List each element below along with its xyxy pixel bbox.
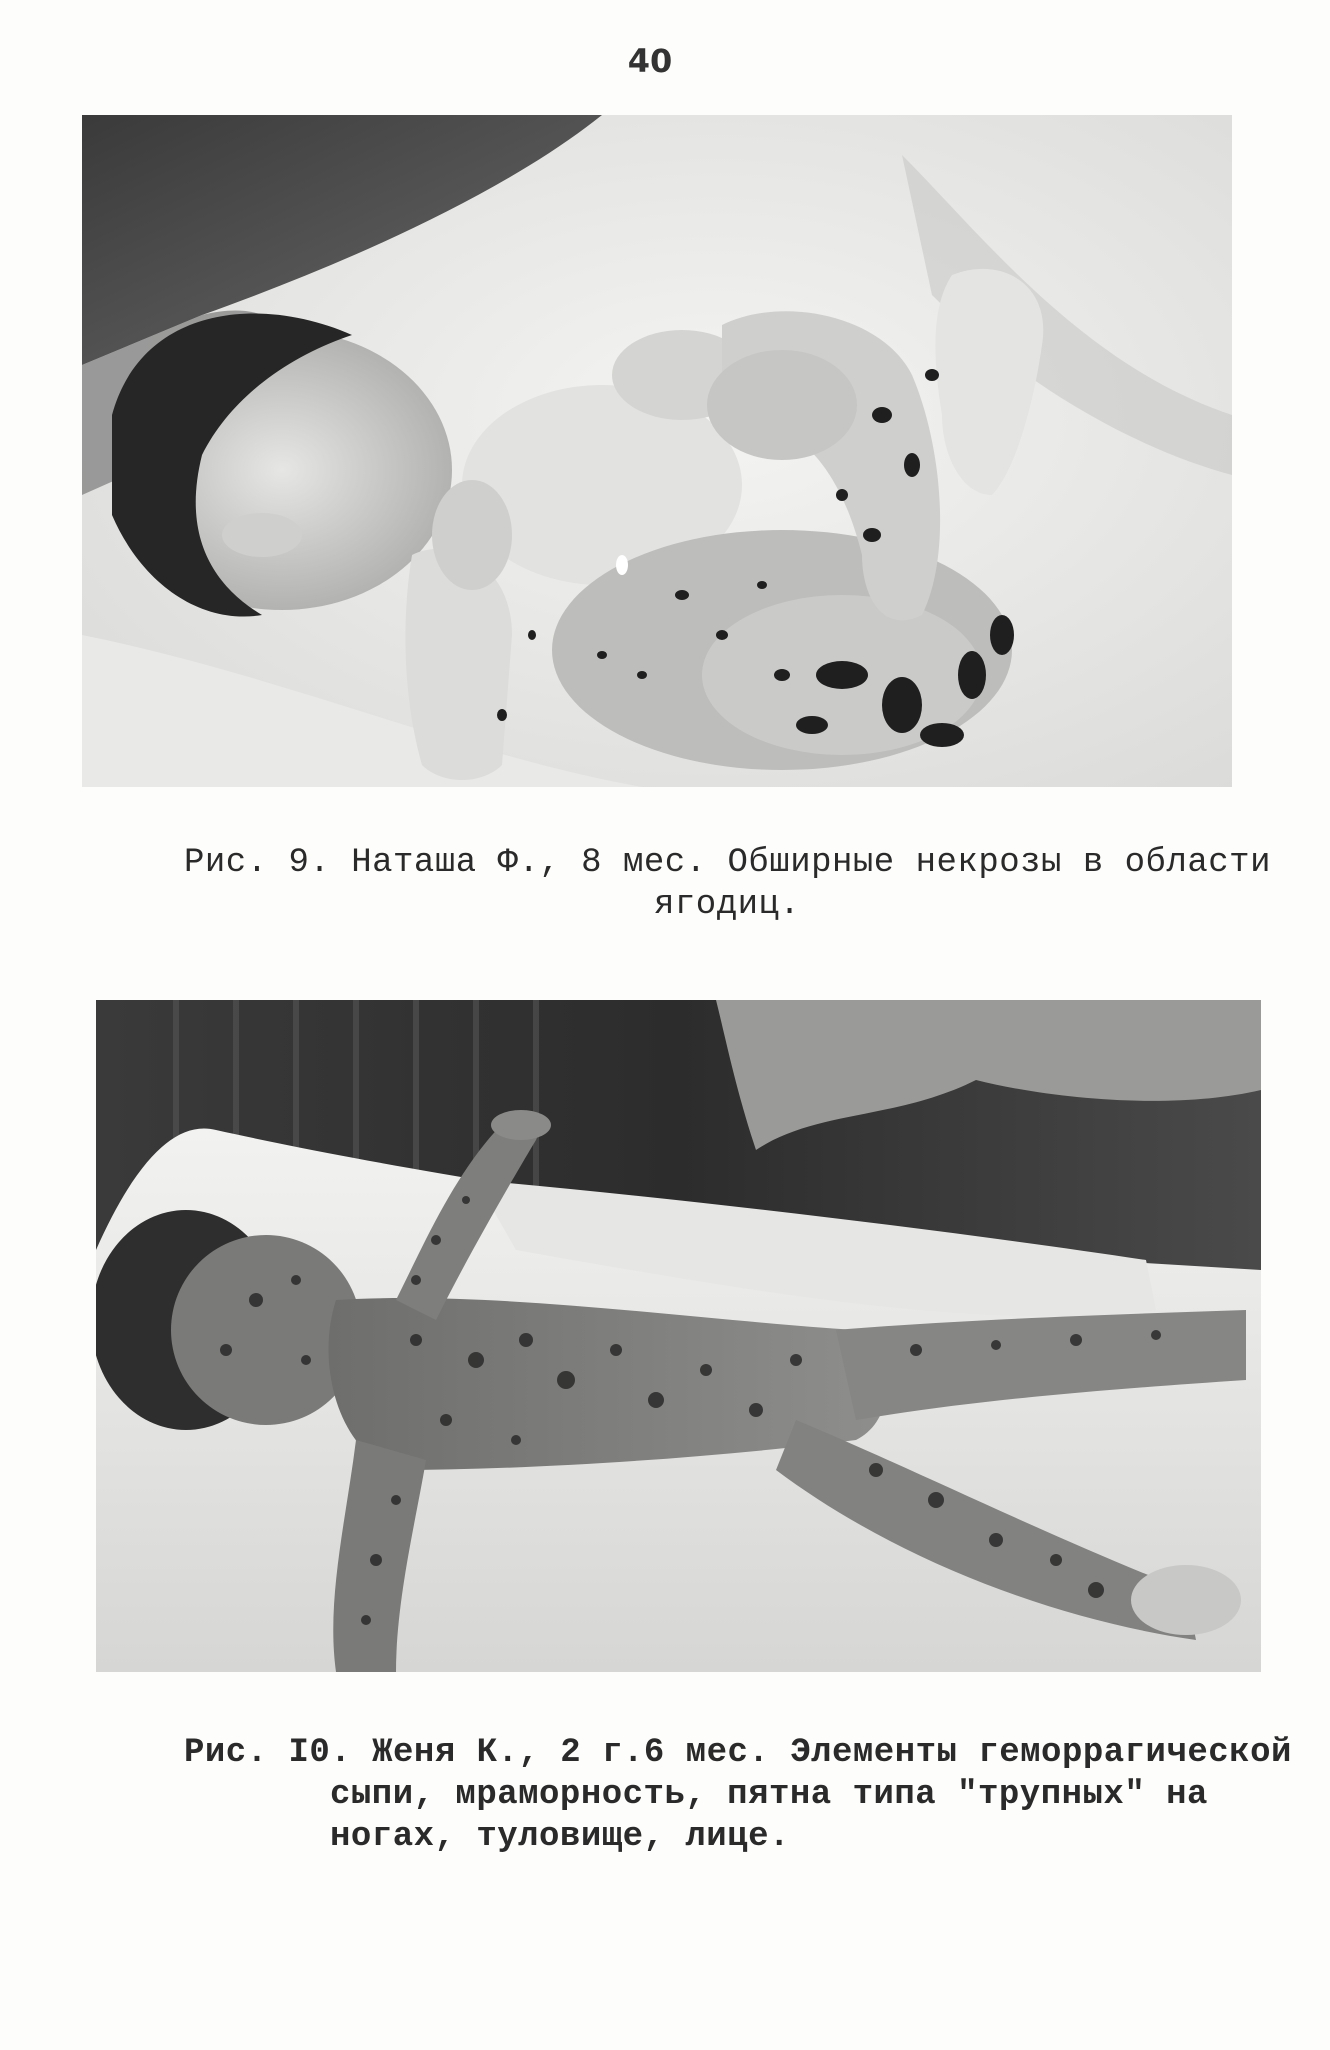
figure-10-caption <box>184 1732 1292 1858</box>
figure-10-photo <box>96 1000 1261 1672</box>
caption-line: Рис. 9. Наташа Ф., 8 мес. Обширные некрозы в области <box>184 844 1271 882</box>
caption-line: ногах, туловище, лице. <box>330 1818 790 1856</box>
figure-9-caption <box>184 842 1271 926</box>
caption-line: сыпи, мраморность, пятна типа "трупных" на <box>330 1776 1208 1814</box>
caption-line: Рис. I0. Женя К., 2 г.6 мес. Элементы геморрагической <box>184 1734 1292 1772</box>
caption-line: ягодиц. <box>654 886 801 924</box>
figure-9-photo <box>82 115 1232 787</box>
page-number: 40 <box>627 42 673 80</box>
